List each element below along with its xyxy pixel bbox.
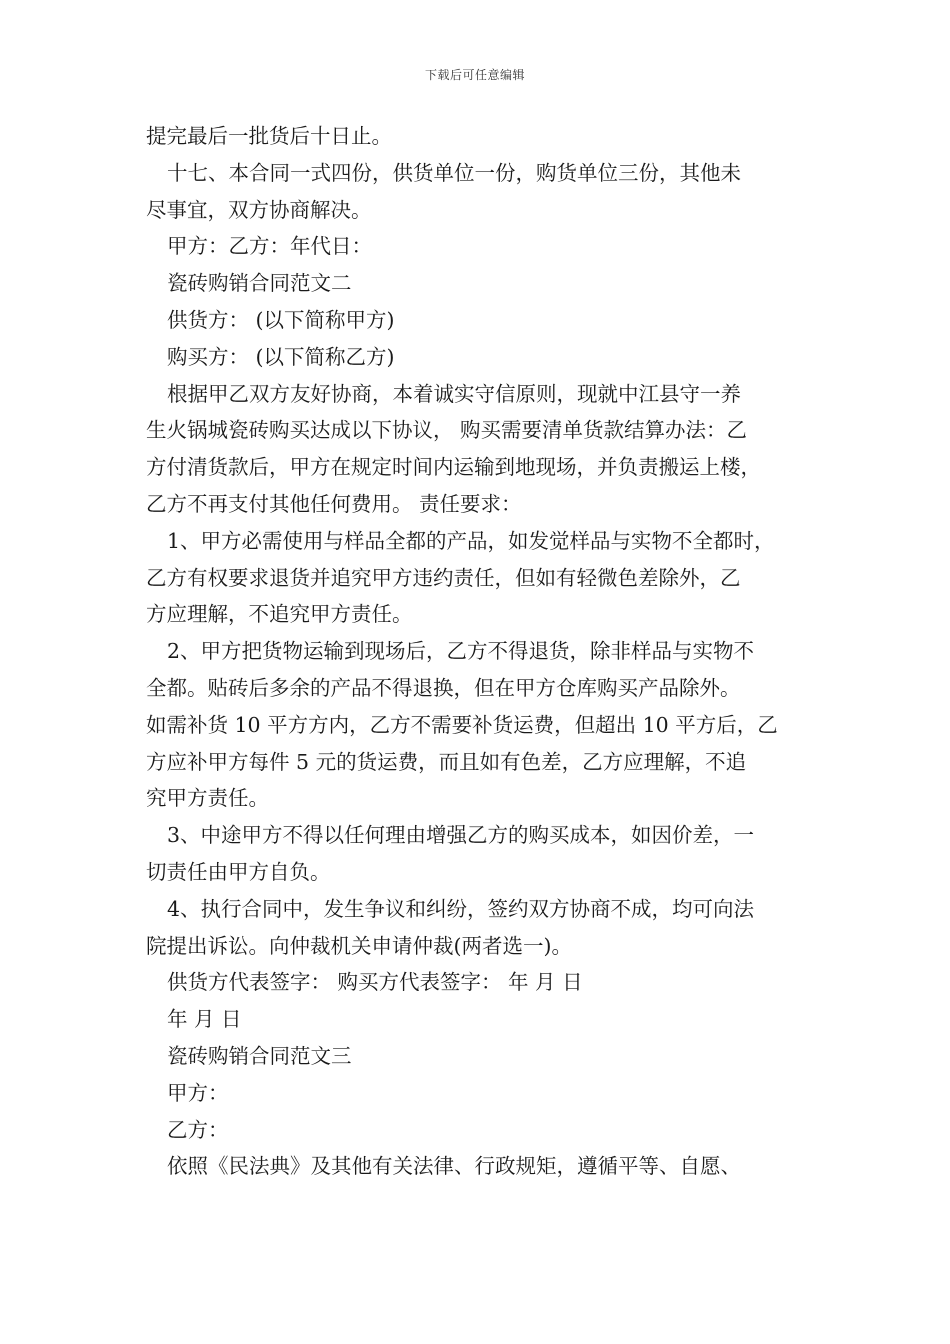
text-line: 方应理解，不追究甲方责任。: [146, 602, 413, 627]
text-line: 如需补货 10 平方方内，乙方不需要补货运费，但超出 10 平方后，乙: [146, 712, 778, 737]
text-line: 2、甲方把货物运输到现场后，乙方不得退货，除非样品与实物不: [167, 639, 755, 664]
text-line: 乙方：: [167, 1117, 229, 1142]
text-line: 十七、本合同一式四份，供货单位一份，购货单位三份，其他未: [167, 160, 741, 185]
header-note: 下载后可任意编辑: [424, 68, 525, 82]
text-line: 生火锅城瓷砖购买达成以下协议， 购买需要清单货款结算办法：乙: [146, 418, 748, 443]
text-line: 乙方有权要求退货并追究甲方违约责任，但如有轻微色差除外，乙: [146, 565, 741, 590]
text-line: 全都。贴砖后多余的产品不得退换，但在甲方仓库购买产品除外。: [146, 675, 741, 700]
text-line: 瓷砖购销合同范文三: [167, 1043, 352, 1068]
text-line: 尽事宜，双方协商解决。: [146, 197, 372, 222]
text-line: 甲方：乙方：年代日：: [167, 234, 372, 259]
text-line: 根据甲乙双方友好协商，本着诚实守信原则，现就中江县守一养: [167, 381, 741, 406]
text-line: 院提出诉讼。向仲裁机关申请仲裁(两者选一)。: [146, 933, 572, 958]
text-line: 方应补甲方每件 5 元的货运费，而且如有色差，乙方应理解，不追: [146, 749, 747, 774]
text-line: 切责任由甲方自负。: [146, 859, 331, 884]
document-body: [146, 118, 818, 1185]
text-line: 究甲方责任。: [146, 786, 269, 811]
text-line: 瓷砖购销合同范文二: [167, 271, 352, 296]
text-line: 4、执行合同中，发生争议和纠纷，签约双方协商不成，均可向法: [167, 896, 755, 921]
text-line: 供货方代表签字： 购买方代表签字： 年 月 日: [167, 970, 583, 995]
text-line: 依照《民法典》及其他有关法律、行政规矩，遵循平等、自愿、: [167, 1154, 741, 1179]
text-line: 乙方不再支付其他任何费用。 责任要求：: [146, 491, 522, 516]
text-line: 甲方：: [167, 1080, 229, 1105]
text-line: 3、中途甲方不得以任何理由增强乙方的购买成本，如因价差，一: [167, 823, 755, 848]
text-line: 年 月 日: [167, 1007, 242, 1032]
text-line: 供货方： (以下简称甲方): [167, 307, 395, 332]
text-line: 方付清货款后，甲方在规定时间内运输到地现场，并负责搬运上楼，: [146, 455, 761, 480]
text-line: 购买方： (以下简称乙方): [167, 344, 395, 369]
text-line: 1、甲方必需使用与样品全都的产品，如发觉样品与实物不全都时，: [167, 528, 775, 553]
text-line: 提完最后一批货后十日止。: [146, 124, 392, 148]
